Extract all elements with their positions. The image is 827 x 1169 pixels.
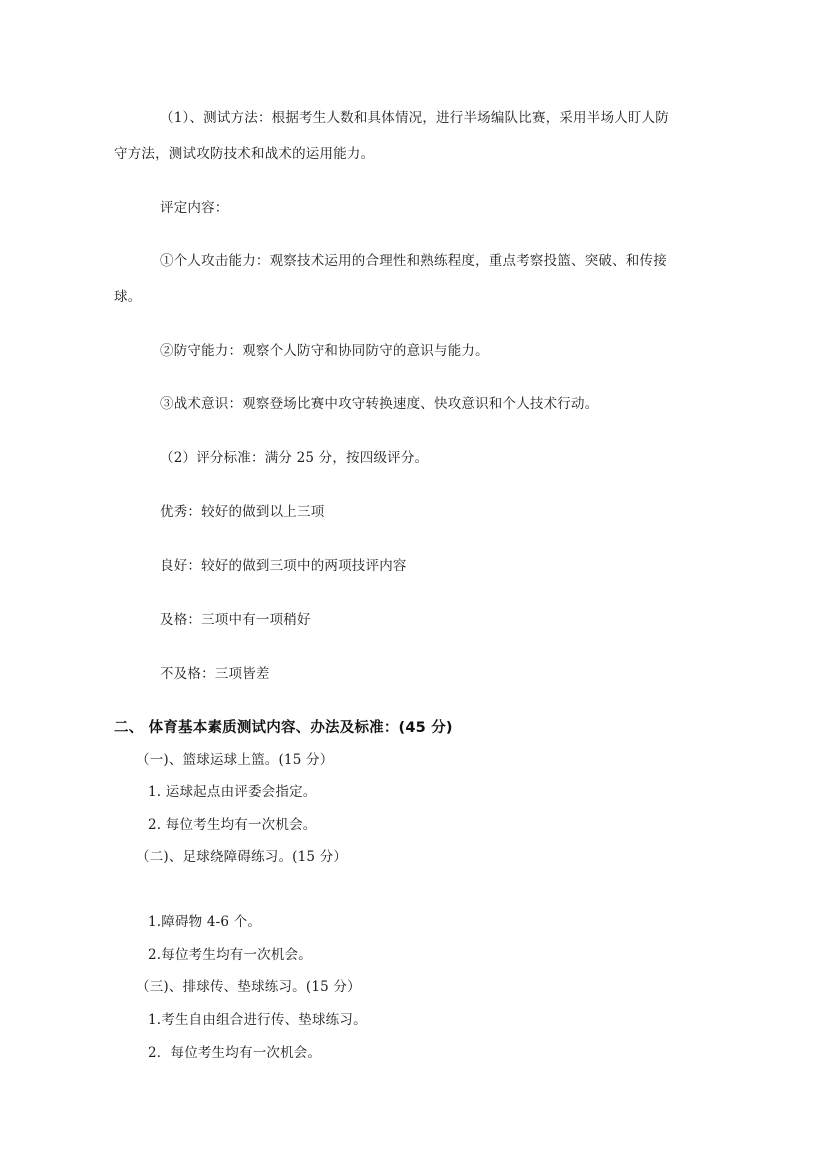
subsection-volleyball-title: （三)、排球传、垫球练习。(15 分） [136,979,361,995]
football-item-1: 1.障碍物 4-6 个。 [148,914,262,930]
section-2-heading: 二、 体育基本素质测试内容、办法及标准：(45 分) [114,720,453,736]
subsection-football-title: （二)、足球绕障碍练习。(15 分） [136,849,348,865]
basketball-item-1: 1. 运球起点由评委会指定。 [148,784,317,800]
test-method-line-1: （1）、测试方法：根据考生人数和具体情况，进行半场编队比赛，采用半场人盯人防 [160,110,669,126]
football-item-2: 2.每位考生均有一次机会。 [148,947,312,963]
item-personal-attack-line-2: 球。 [114,289,142,305]
subsection-basketball-title: （一)、篮球运球上篮。(15 分） [136,752,334,768]
grade-pass: 及格：三项中有一项稍好 [160,612,311,628]
item-tactics: ③战术意识：观察登场比赛中攻守转换速度、快攻意识和个人技术行动。 [160,396,599,412]
volleyball-item-2: 2．每位考生均有一次机会。 [148,1045,322,1061]
basketball-item-2: 2. 每位考生均有一次机会。 [148,817,317,833]
grade-good: 良好：较好的做到三项中的两项技评内容 [160,558,407,574]
evaluation-title: 评定内容： [160,200,229,216]
item-defense: ②防守能力：观察个人防守和协同防守的意识与能力。 [160,343,489,359]
grade-excellent: 优秀：较好的做到以上三项 [160,504,325,520]
volleyball-item-1: 1.考生自由组合进行传、垫球练习。 [148,1012,367,1028]
grade-fail: 不及格：三项皆差 [160,666,270,682]
test-method-line-2: 守方法，测试攻防技术和战术的运用能力。 [114,146,375,162]
scoring-standard: （2）评分标准：满分 25 分，按四级评分。 [160,450,429,466]
item-personal-attack-line-1: ①个人攻击能力：观察技术运用的合理性和熟练程度，重点考察投篮、突破、和传接 [160,253,667,269]
